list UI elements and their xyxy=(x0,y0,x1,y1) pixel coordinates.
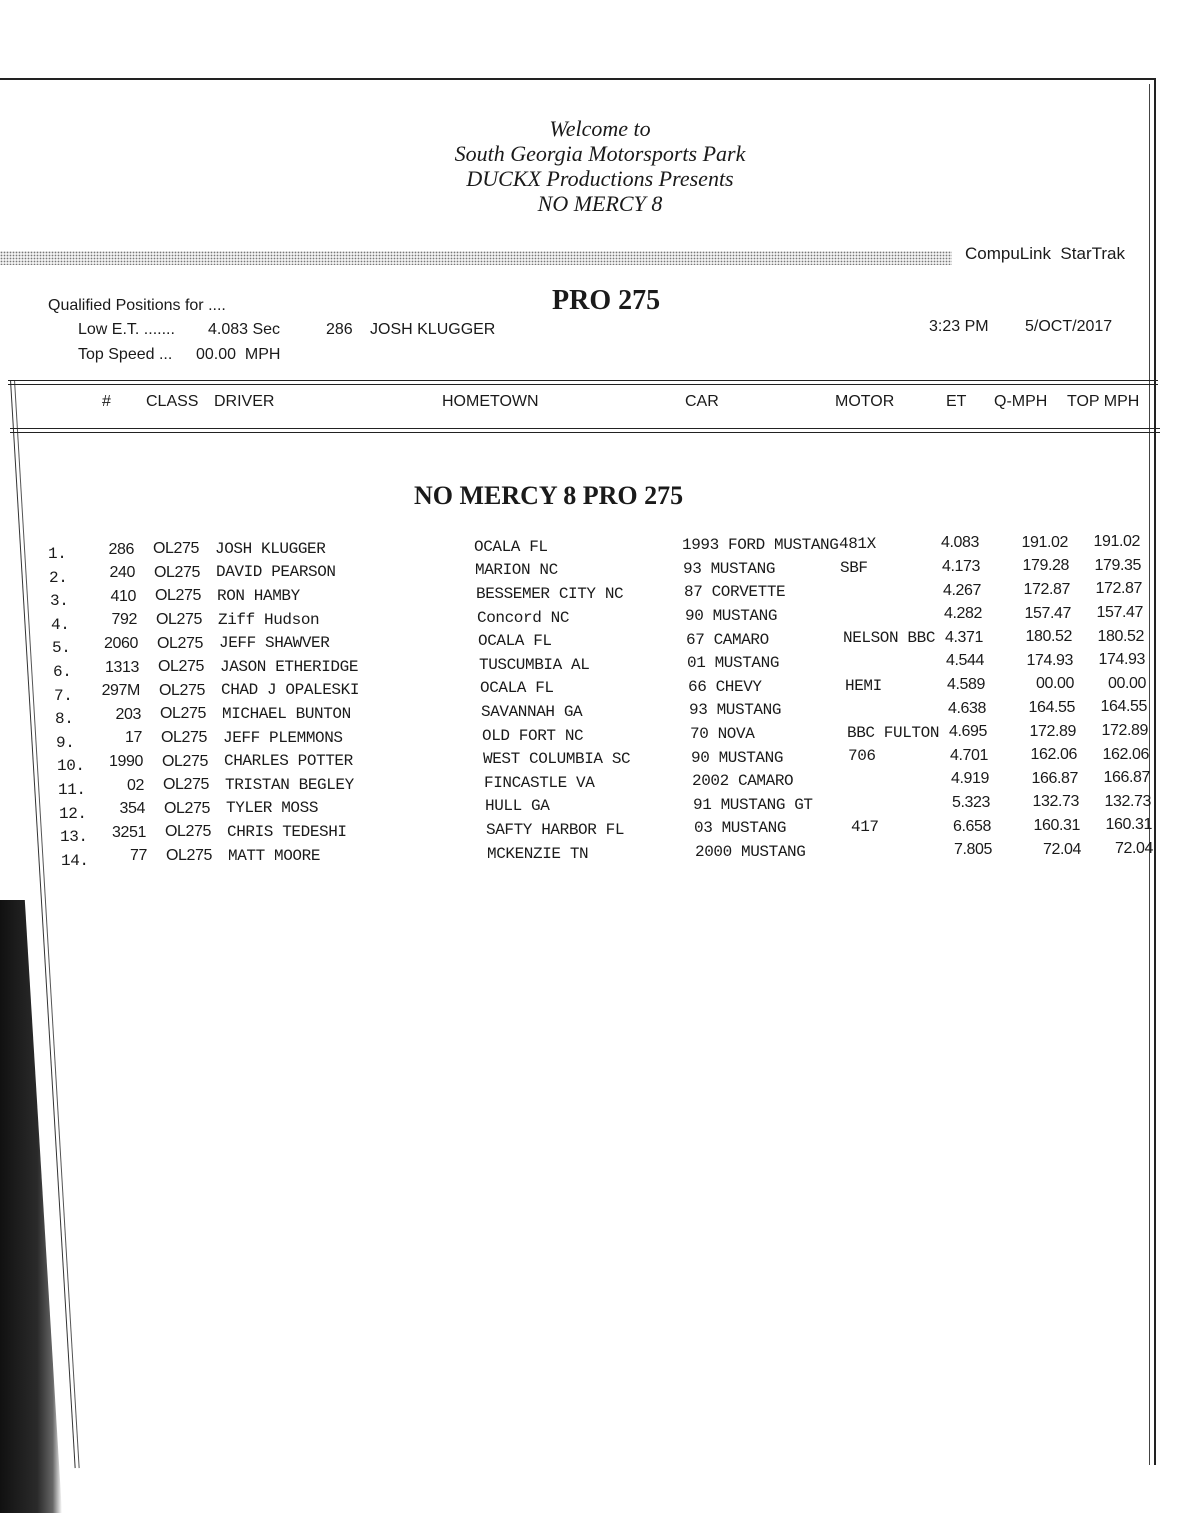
row-et: 4.919 xyxy=(951,770,990,788)
row-position: 3. xyxy=(50,592,69,611)
row-motor: 481X xyxy=(839,535,876,554)
row-top-mph: 180.52 xyxy=(1097,627,1144,645)
event-name: NO MERCY 8 xyxy=(537,191,663,216)
row-top-mph: 164.55 xyxy=(1100,698,1147,716)
row-driver: JOSH KLUGGER xyxy=(215,539,326,558)
row-class: OL275 xyxy=(159,681,206,699)
row-position: 2. xyxy=(49,568,68,587)
row-top-mph: 162.06 xyxy=(1102,745,1149,763)
row-driver: JASON ETHERIDGE xyxy=(220,657,359,676)
row-position: 9. xyxy=(56,733,75,752)
column-header-et: ET xyxy=(946,393,967,410)
row-position: 5. xyxy=(52,639,71,658)
row-hometown: OCALA FL xyxy=(478,632,552,651)
row-car-number: 286 xyxy=(108,540,134,558)
row-hometown: MARION NC xyxy=(475,561,558,580)
row-driver: JEFF SHAWVER xyxy=(219,634,330,653)
row-hometown: SAVANNAH GA xyxy=(481,703,583,721)
row-class: OL275 xyxy=(165,823,212,841)
report-date: 5/OCT/2017 xyxy=(1025,318,1113,335)
row-driver: MICHAEL BUNTON xyxy=(222,704,351,723)
system-name: CompuLink StarTrak xyxy=(965,244,1125,263)
row-car: 2000 MUSTANG xyxy=(695,843,806,862)
row-qmph: 160.31 xyxy=(1033,817,1080,834)
row-qmph: 180.52 xyxy=(1025,628,1072,646)
column-header-hometown: HOMETOWN xyxy=(442,393,539,410)
row-car-number: 1313 xyxy=(105,658,139,676)
row-driver: RON HAMBY xyxy=(217,586,300,605)
row-car: 67 CAMARO xyxy=(686,630,769,649)
row-class: OL275 xyxy=(160,705,207,723)
row-hometown: WEST COLUMBIA SC xyxy=(483,750,631,769)
row-position: 10. xyxy=(57,757,85,776)
row-top-mph: 160.31 xyxy=(1105,816,1152,834)
row-top-mph: 72.04 xyxy=(1114,840,1153,858)
low-et-label: Low E.T. ....... xyxy=(78,321,175,338)
row-car-number: 354 xyxy=(119,800,145,818)
low-et-car-number: 286 xyxy=(326,321,353,338)
row-motor: HEMI xyxy=(845,676,882,695)
row-qmph: 72.04 xyxy=(1042,840,1081,858)
row-car: 90 MUSTANG xyxy=(685,607,778,626)
row-car: 87 CORVETTE xyxy=(684,583,786,602)
low-et-driver: JOSH KLUGGER xyxy=(370,321,496,338)
row-top-mph: 157.47 xyxy=(1096,604,1143,622)
row-qmph: 172.87 xyxy=(1023,581,1070,598)
row-class: OL275 xyxy=(156,611,203,628)
row-qmph: 174.93 xyxy=(1026,651,1073,669)
row-position: 1. xyxy=(48,545,67,563)
row-et: 4.638 xyxy=(948,699,987,717)
row-et: 4.695 xyxy=(949,723,988,741)
row-qmph: 164.55 xyxy=(1028,699,1075,716)
race-title: NO MERCY 8 PRO 275 xyxy=(414,481,684,510)
row-hometown: FINCASTLE VA xyxy=(484,773,595,792)
row-motor: 417 xyxy=(851,818,879,837)
column-header-qmph: Q-MPH xyxy=(994,393,1048,410)
row-car-number: 203 xyxy=(115,705,141,723)
row-qmph: 162.06 xyxy=(1030,746,1077,764)
row-qmph: 166.87 xyxy=(1031,769,1078,787)
row-qmph: 157.47 xyxy=(1024,604,1071,622)
row-car-number: 02 xyxy=(127,776,144,794)
row-et: 7.805 xyxy=(954,841,993,859)
row-class: OL275 xyxy=(166,847,213,864)
row-driver: MATT MOORE xyxy=(228,846,321,865)
row-driver: CHRIS TEDESHI xyxy=(227,822,347,841)
row-car: 03 MUSTANG xyxy=(694,819,787,838)
row-car: 70 NOVA xyxy=(690,725,755,744)
row-class: OL275 xyxy=(154,563,201,581)
row-motor: BBC FULTON xyxy=(847,723,940,742)
row-et: 5.323 xyxy=(952,793,991,811)
row-driver: Ziff Hudson xyxy=(218,610,320,629)
class-title: PRO 275 xyxy=(552,285,661,316)
row-motor: 706 xyxy=(848,747,876,766)
row-top-mph: 172.87 xyxy=(1095,580,1142,598)
welcome-line: Welcome to xyxy=(549,116,651,141)
column-header-motor: MOTOR xyxy=(835,393,895,410)
row-et: 4.173 xyxy=(942,557,981,575)
row-class: OL275 xyxy=(155,587,202,605)
row-et: 4.544 xyxy=(946,652,985,670)
column-header-top-mph: TOP MPH xyxy=(1067,393,1140,410)
column-header-number: # xyxy=(102,393,111,410)
row-driver: CHARLES POTTER xyxy=(224,752,353,771)
row-et: 6.658 xyxy=(953,817,992,835)
row-top-mph: 191.02 xyxy=(1093,533,1140,551)
row-hometown: TUSCUMBIA AL xyxy=(479,655,590,674)
column-header-car: CAR xyxy=(685,393,719,410)
row-car: 1993 FORD MUSTANG xyxy=(682,536,839,555)
row-hometown: OCALA FL xyxy=(480,679,554,698)
row-class: OL275 xyxy=(163,776,210,794)
row-hometown: SAFTY HARBOR FL xyxy=(486,821,625,839)
row-qmph: 179.28 xyxy=(1022,557,1069,575)
row-top-mph: 132.73 xyxy=(1104,792,1151,810)
row-driver: TYLER MOSS xyxy=(226,799,319,818)
row-position: 7. xyxy=(54,686,73,705)
row-car: 01 MUSTANG xyxy=(687,654,780,673)
row-car-number: 17 xyxy=(125,729,142,747)
low-et-value: 4.083 Sec xyxy=(208,321,281,338)
row-hometown: MCKENZIE TN xyxy=(487,844,589,863)
row-et: 4.083 xyxy=(941,534,980,552)
row-et: 4.267 xyxy=(943,581,982,599)
welcome-header xyxy=(0,116,1200,216)
header-rule-bottom-inner xyxy=(10,432,1160,433)
column-header-class: CLASS xyxy=(146,393,199,410)
top-speed-label: Top Speed ... xyxy=(78,346,173,363)
row-car: 93 MUSTANG xyxy=(689,701,782,720)
row-driver: JEFF PLEMMONS xyxy=(223,728,343,747)
header-rule-top-inner xyxy=(8,384,1158,385)
row-car-number: 3251 xyxy=(112,823,146,841)
row-class: OL275 xyxy=(164,799,211,817)
row-hometown: BESSEMER CITY NC xyxy=(476,585,624,603)
top-speed-value: 00.00 MPH xyxy=(196,346,281,363)
row-top-mph: 172.89 xyxy=(1101,722,1148,740)
row-hometown: OCALA FL xyxy=(474,537,548,556)
row-position: 14. xyxy=(61,851,89,870)
row-hometown: Concord NC xyxy=(477,608,570,627)
dotted-separator xyxy=(0,251,952,265)
row-car: 91 MUSTANG GT xyxy=(693,795,813,814)
row-class: OL275 xyxy=(153,540,200,558)
row-hometown: OLD FORT NC xyxy=(482,726,584,745)
row-class: OL275 xyxy=(162,752,209,770)
qualified-positions-label: Qualified Positions for .... xyxy=(48,297,226,314)
row-qmph: 191.02 xyxy=(1021,533,1068,551)
row-car: 66 CHEVY xyxy=(688,677,762,696)
row-car: 93 MUSTANG xyxy=(683,559,776,578)
row-car-number: 1990 xyxy=(109,753,143,771)
row-car-number: 410 xyxy=(110,587,136,605)
row-car: 90 MUSTANG xyxy=(691,748,784,767)
row-position: 6. xyxy=(53,663,72,681)
report-time: 3:23 PM xyxy=(929,318,989,335)
row-top-mph: 174.93 xyxy=(1098,651,1145,669)
row-et: 4.701 xyxy=(950,746,989,764)
row-driver: TRISTAN BEGLEY xyxy=(225,775,354,794)
header-rule-bottom xyxy=(10,428,1160,429)
row-top-mph: 179.35 xyxy=(1094,556,1141,574)
row-position: 12. xyxy=(59,804,87,823)
track-name: South Georgia Motorsports Park xyxy=(454,141,746,166)
row-car-number: 297M xyxy=(101,682,140,700)
row-et: 4.282 xyxy=(944,605,983,623)
row-motor: SBF xyxy=(840,558,868,577)
row-class: OL275 xyxy=(157,634,204,652)
row-top-mph: 00.00 xyxy=(1107,674,1146,692)
column-header-driver: DRIVER xyxy=(214,393,275,410)
row-driver: DAVID PEARSON xyxy=(216,563,336,582)
row-et: 4.371 xyxy=(945,628,984,646)
row-top-mph: 166.87 xyxy=(1103,769,1150,787)
row-qmph: 00.00 xyxy=(1035,675,1074,693)
row-motor: NELSON BBC xyxy=(843,629,936,648)
row-position: 8. xyxy=(55,710,74,729)
row-position: 4. xyxy=(51,615,70,634)
row-et: 4.589 xyxy=(947,675,986,693)
row-hometown: HULL GA xyxy=(485,797,550,816)
row-qmph: 172.89 xyxy=(1029,722,1076,740)
row-car-number: 792 xyxy=(111,611,137,629)
row-position: 13. xyxy=(60,828,88,847)
row-car-number: 77 xyxy=(130,847,147,865)
row-class: OL275 xyxy=(161,729,208,746)
presenter-line: DUCKX Productions Presents xyxy=(466,166,734,191)
header-rule-top xyxy=(8,380,1158,381)
row-driver: CHAD J OPALESKI xyxy=(221,681,360,700)
row-position: 11. xyxy=(58,781,86,799)
row-car-number: 240 xyxy=(109,564,135,582)
row-class: OL275 xyxy=(158,658,205,676)
row-car: 2002 CAMARO xyxy=(692,772,794,791)
row-qmph: 132.73 xyxy=(1032,793,1079,811)
row-car-number: 2060 xyxy=(104,635,138,653)
